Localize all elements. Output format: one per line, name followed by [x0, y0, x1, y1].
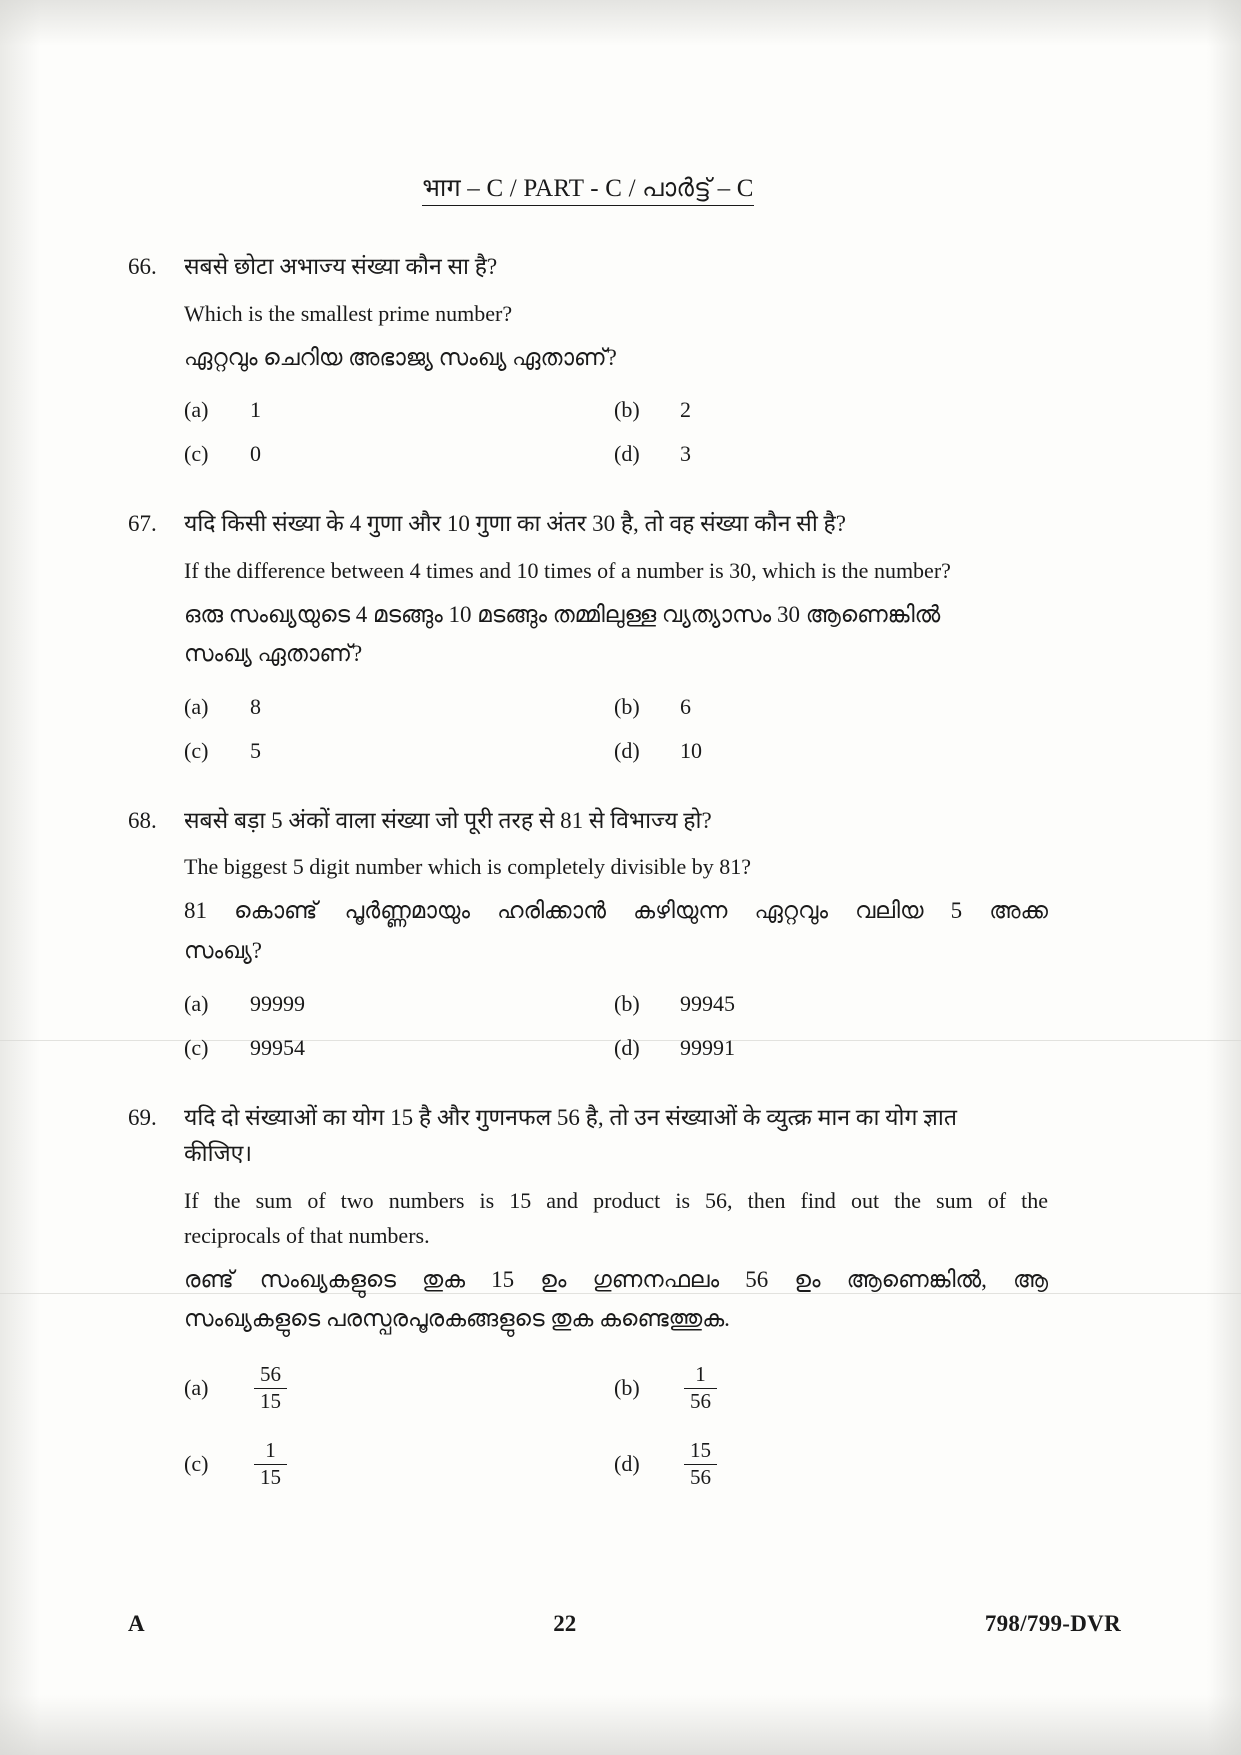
question-text-english: If the difference between 4 times and 10 times of a number is 30, which is the number?	[184, 557, 951, 583]
option-key: (c)	[184, 1034, 209, 1060]
option-a[interactable]	[184, 694, 614, 720]
question-69	[128, 1101, 1048, 1489]
option-c[interactable]	[184, 1035, 614, 1061]
question-text-hindi-cont: कीजिए।	[184, 1141, 253, 1167]
question-text-hindi: यदि किसी संख्या के 4 गुणा और 10 गुणा का अंतर 30 है, तो वह संख्या कौन सी है?	[184, 511, 846, 537]
option-key: (c)	[184, 441, 209, 467]
option-value-fraction	[240, 1363, 287, 1413]
booklet-series: A	[128, 1611, 145, 1636]
option-key: (c)	[184, 737, 209, 763]
option-c[interactable]	[184, 738, 614, 764]
fraction-numerator: 1	[684, 1363, 717, 1389]
option-c[interactable]	[184, 1439, 614, 1489]
question-text-malayalam-cont: സംഖ്യ ഏതാണ്?	[184, 641, 363, 667]
part-heading-text: भाग – C / PART - C / പാർട്ട് – C	[422, 175, 753, 206]
option-b[interactable]	[614, 397, 1048, 423]
options-list	[184, 397, 1048, 467]
fraction-denominator: 15	[260, 1464, 281, 1489]
option-b[interactable]	[614, 1363, 1048, 1413]
option-key: (b)	[614, 693, 640, 719]
option-value: 99945	[680, 990, 735, 1016]
option-value: 10	[680, 737, 702, 763]
option-value-fraction	[670, 1363, 717, 1413]
option-a[interactable]	[184, 1363, 614, 1413]
option-value: 99991	[680, 1034, 735, 1060]
scan-edge-left	[0, 0, 40, 1755]
option-key: (a)	[184, 397, 209, 423]
option-c[interactable]	[184, 441, 614, 467]
option-key: (d)	[614, 441, 640, 467]
option-key: (d)	[614, 1034, 640, 1060]
question-text-malayalam: ഏറ്റവും ചെറിയ അഭാജ്യ സംഖ്യ ഏതാണ്?	[184, 344, 617, 370]
option-d[interactable]	[614, 738, 1048, 764]
option-value: 99999	[250, 990, 305, 1016]
question-text-hindi: यदि दो संख्याओं का योग 15 है और गुणनफल 56 है, तो उन संख्याओं के व्युत्क्र मान का योग ज्ञात	[184, 1104, 957, 1130]
fraction-numerator: 1	[254, 1439, 287, 1465]
question-text-english: If the sum of two numbers is 15 and product is 56, then find out the sum of the	[184, 1187, 1048, 1213]
question-text-malayalam: രണ്ട് സംഖ്യകളുടെ തുക 15 ഉം ഗുണനഫലം 56 ഉം ആണെങ്കിൽ, ആ	[184, 1266, 1048, 1292]
option-key: (c)	[184, 1451, 209, 1477]
option-key: (d)	[614, 737, 640, 763]
fraction-numerator: 15	[684, 1439, 717, 1465]
option-key: (a)	[184, 1375, 209, 1400]
scan-edge-top	[0, 0, 1241, 46]
options-list	[184, 1363, 1048, 1489]
option-value: 5	[250, 737, 261, 763]
question-text-english: Which is the smallest prime number?	[184, 300, 513, 326]
fraction-denominator: 56	[690, 1464, 711, 1489]
question-text-malayalam-cont: സംഖ്യ?	[184, 938, 262, 964]
fraction-denominator: 15	[260, 1388, 281, 1413]
page-content	[128, 170, 1048, 1529]
options-list	[184, 991, 1048, 1061]
question-text-malayalam: 81 കൊണ്ട് പൂർണ്ണമായും ഹരിക്കാൻ കഴിയുന്ന ഏറ്റവും വലിയ 5 അക്ക	[184, 898, 1048, 924]
question-text-hindi: सबसे छोटा अभाज्य संख्या कौन सा है?	[184, 254, 498, 279]
option-value-fraction	[240, 1439, 287, 1489]
question-text-malayalam: ഒരു സംഖ്യയുടെ 4 മടങ്ങും 10 മടങ്ങും തമ്മിലുള്ള വ്യത്യാസം 30 ആണെങ്കിൽ	[184, 601, 941, 627]
question-text-english-cont: reciprocals of that numbers.	[184, 1222, 430, 1248]
option-d[interactable]	[614, 1035, 1048, 1061]
question-text-english: The biggest 5 digit number which is completely divisible by 81?	[184, 854, 752, 880]
option-d[interactable]	[614, 441, 1048, 467]
option-key: (b)	[614, 397, 640, 423]
option-key: (b)	[614, 990, 640, 1016]
question-66	[128, 250, 1048, 467]
option-a[interactable]	[184, 397, 614, 423]
option-key: (a)	[184, 693, 209, 719]
option-a[interactable]	[184, 991, 614, 1017]
fraction-denominator: 56	[690, 1388, 711, 1413]
option-b[interactable]	[614, 991, 1048, 1017]
option-d[interactable]	[614, 1439, 1048, 1489]
question-67	[128, 507, 1048, 764]
option-value: 2	[680, 397, 691, 423]
option-value: 0	[250, 441, 261, 467]
question-number: 69.	[128, 1104, 157, 1130]
question-number: 67.	[128, 511, 157, 537]
part-heading	[128, 170, 1048, 204]
question-number: 66.	[128, 254, 157, 279]
question-text-malayalam-cont: സംഖ്യകളുടെ പരസ്പരപൂരകങ്ങളുടെ തുക കണ്ടെത്തുക.	[184, 1306, 730, 1332]
option-value: 99954	[250, 1034, 305, 1060]
option-value: 1	[250, 397, 261, 423]
question-68	[128, 804, 1048, 1061]
option-key: (b)	[614, 1375, 640, 1400]
scan-edge-right	[1207, 0, 1241, 1755]
option-value-fraction	[670, 1439, 717, 1489]
fraction-numerator: 56	[254, 1363, 287, 1389]
option-key: (d)	[614, 1451, 640, 1477]
option-key: (a)	[184, 990, 209, 1016]
option-b[interactable]	[614, 694, 1048, 720]
option-value: 6	[680, 693, 691, 719]
options-list	[184, 694, 1048, 764]
option-value: 3	[680, 441, 691, 467]
paper-code: 798/799-DVR	[984, 1611, 1121, 1636]
option-value: 8	[250, 693, 261, 719]
page-footer	[128, 1611, 1121, 1637]
page-number: 22	[553, 1611, 577, 1636]
scan-edge-bottom	[0, 1695, 1241, 1755]
question-number: 68.	[128, 807, 157, 833]
question-text-hindi: सबसे बड़ा 5 अंकों वाला संख्या जो पूरी तरह से 81 से विभाज्य हो?	[184, 807, 712, 833]
